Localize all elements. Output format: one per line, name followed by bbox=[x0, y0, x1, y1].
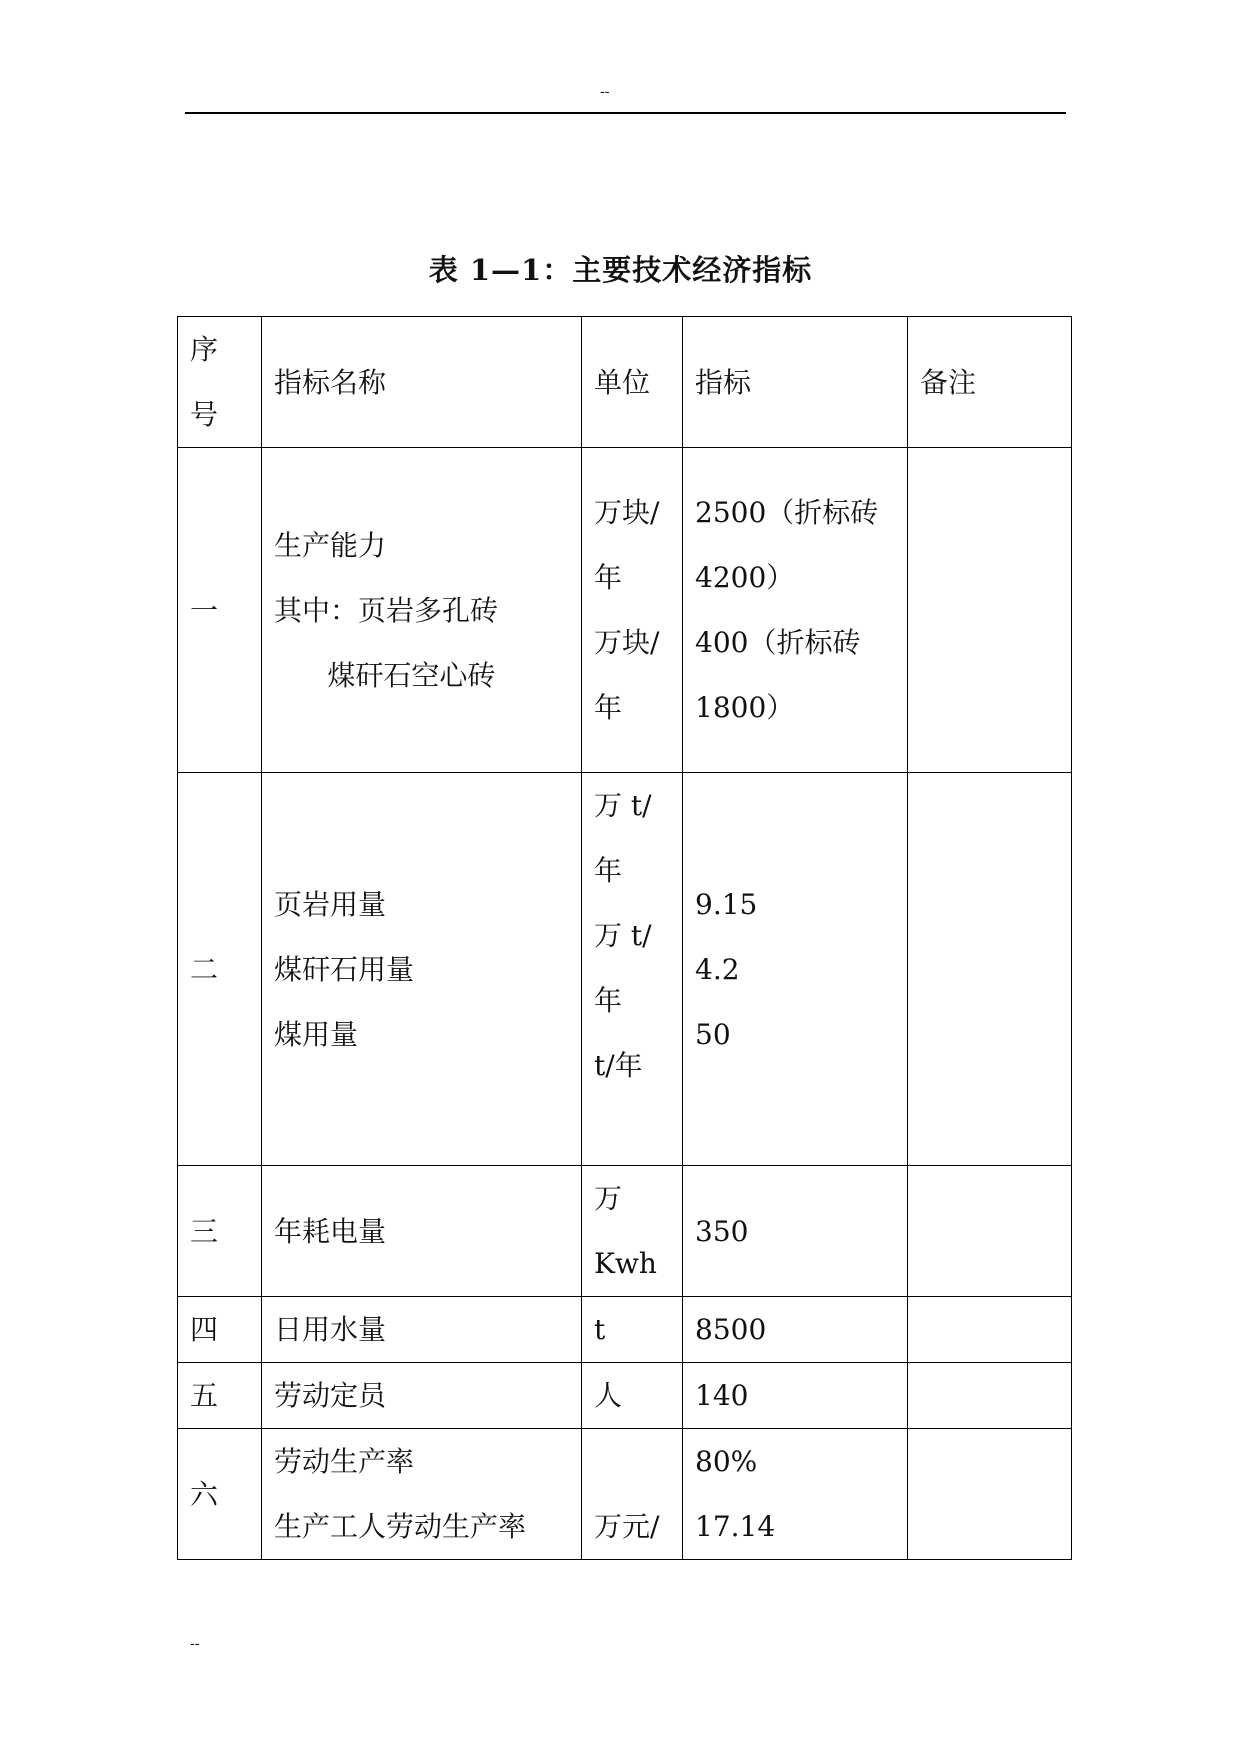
unit-line: 万 t/ bbox=[594, 919, 652, 952]
row-seq: 四 bbox=[178, 1297, 262, 1363]
value-line: 50 bbox=[695, 1017, 731, 1051]
header-value: 指标 bbox=[683, 317, 908, 448]
row-note bbox=[908, 448, 1072, 773]
row-seq: 六 bbox=[178, 1429, 262, 1560]
header-rule bbox=[185, 112, 1066, 114]
row-seq: 五 bbox=[178, 1363, 262, 1429]
header-seq-line: 号 bbox=[190, 398, 219, 431]
unit-line: t/年 bbox=[594, 1049, 643, 1082]
value-line: 17.14 bbox=[695, 1510, 776, 1543]
row-note bbox=[908, 1166, 1072, 1297]
row-unit bbox=[582, 1166, 683, 1297]
row-seq: 三 bbox=[178, 1166, 262, 1297]
row-value bbox=[683, 448, 908, 773]
name-line: 煤矸石空心砖 bbox=[274, 658, 496, 692]
name-line: 其中：页岩多孔砖 bbox=[274, 593, 499, 627]
unit-line: 万块/ bbox=[594, 496, 660, 529]
header-seq-line: 序 bbox=[190, 333, 219, 366]
row-name bbox=[262, 773, 582, 1166]
name-line: 煤矸石用量 bbox=[274, 952, 415, 986]
row-note bbox=[908, 1363, 1072, 1429]
table-row bbox=[178, 773, 1072, 1166]
row-seq: 一 bbox=[178, 448, 262, 773]
row-name: 日用水量 bbox=[262, 1297, 582, 1363]
row-note bbox=[908, 1429, 1072, 1560]
table-row bbox=[178, 1297, 1072, 1363]
row-seq: 二 bbox=[178, 773, 262, 1166]
row-name bbox=[262, 1429, 582, 1560]
row-unit bbox=[582, 1429, 683, 1560]
name-line: 生产能力 bbox=[274, 528, 387, 562]
row-name: 劳动定员 bbox=[262, 1363, 582, 1429]
value-line: 4200） bbox=[695, 561, 795, 594]
table-row bbox=[178, 1166, 1072, 1297]
row-value bbox=[683, 1429, 908, 1560]
header-unit: 单位 bbox=[582, 317, 683, 448]
value-line: 4.2 bbox=[695, 952, 740, 986]
row-unit bbox=[582, 448, 683, 773]
row-unit: 人 bbox=[582, 1363, 683, 1429]
unit-line: 万块/ bbox=[594, 626, 660, 659]
row-value: 8500 bbox=[683, 1297, 908, 1363]
metrics-table bbox=[177, 316, 1072, 1560]
row-value: 140 bbox=[683, 1363, 908, 1429]
row-value bbox=[683, 773, 908, 1166]
table-title: 表 1—1：主要技术经济指标 bbox=[428, 253, 813, 287]
value-line: 9.15 bbox=[695, 887, 758, 921]
unit-line: 万 bbox=[594, 1182, 623, 1215]
value-line: 80% bbox=[695, 1445, 758, 1478]
unit-line: 万元/ bbox=[594, 1510, 660, 1543]
unit-line: Kwh bbox=[594, 1247, 657, 1280]
footer-mark: -- bbox=[190, 1636, 200, 1652]
unit-line: 年 bbox=[594, 984, 623, 1017]
unit-line: 万 t/ bbox=[594, 789, 652, 822]
row-name: 年耗电量 bbox=[262, 1166, 582, 1297]
row-unit: t bbox=[582, 1297, 683, 1363]
name-line: 劳动生产率 bbox=[274, 1445, 415, 1478]
row-value: 350 bbox=[683, 1166, 908, 1297]
header-name: 指标名称 bbox=[262, 317, 582, 448]
header-seq bbox=[178, 317, 262, 448]
table-row bbox=[178, 1429, 1072, 1560]
unit-line bbox=[594, 1429, 680, 1494]
table-row bbox=[178, 448, 1072, 773]
row-name bbox=[262, 448, 582, 773]
row-unit bbox=[582, 773, 683, 1166]
unit-line: 年 bbox=[594, 561, 623, 594]
row-note bbox=[908, 1297, 1072, 1363]
name-line: 煤用量 bbox=[274, 1017, 359, 1051]
table-row bbox=[178, 1363, 1072, 1429]
row-note bbox=[908, 773, 1072, 1166]
header-mark: -- bbox=[600, 84, 610, 100]
value-line: 2500（折标砖 bbox=[695, 496, 879, 529]
header-note: 备注 bbox=[908, 317, 1072, 448]
name-line: 生产工人劳动生产率 bbox=[274, 1510, 527, 1543]
value-line: 1800） bbox=[695, 691, 795, 724]
table-header-row bbox=[178, 317, 1072, 448]
value-line: 400（折标砖 bbox=[695, 626, 861, 659]
unit-line: 年 bbox=[594, 691, 623, 724]
name-line: 页岩用量 bbox=[274, 887, 387, 921]
unit-line: 年 bbox=[594, 854, 623, 887]
